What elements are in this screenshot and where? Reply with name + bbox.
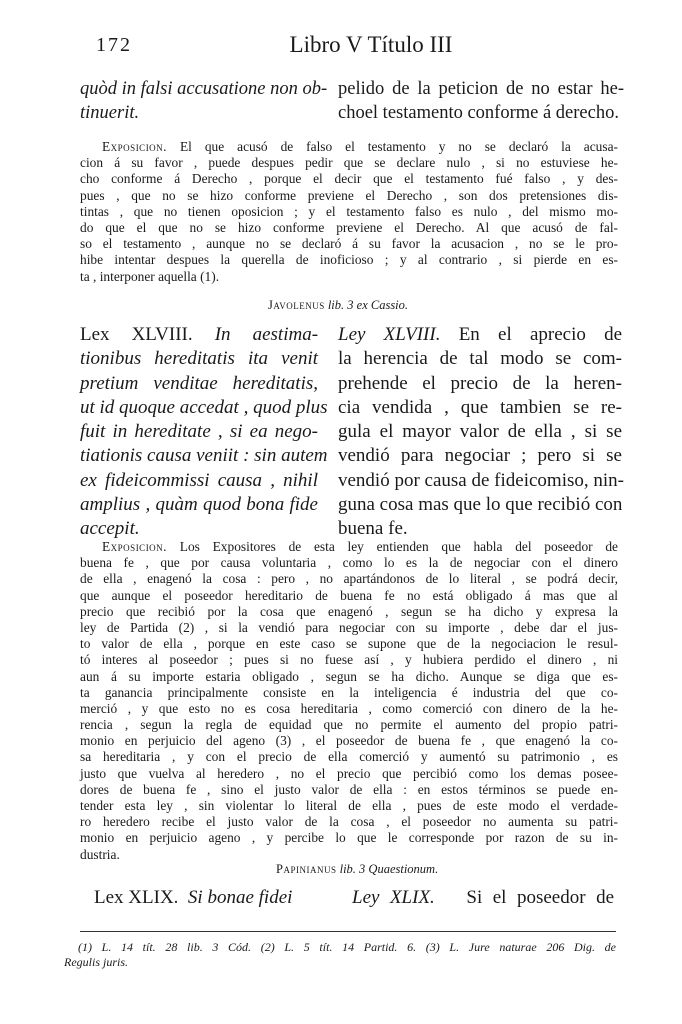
exposicion-line: que aunque el poseedor hereditario de buena fe no está obligado á mas que al xyxy=(80,587,618,603)
exposicion-line: ley de Partida (2) , si la vendió para negociar con su importe , debe dar el jus- xyxy=(80,619,618,635)
exposicion-line: do que el que no se hizo conforme previene el Derecho. Al que acusó de fal- xyxy=(80,219,618,235)
spanish-line: Ley XLIX. Si el poseedor de xyxy=(352,887,615,908)
exposicion-line: Exposicion. Los Expositores de esta ley entienden que habla del poseedor de xyxy=(102,539,618,554)
exposicion-line: precio que recibió por la cosa que enagenó , segun se ha dicho y expresa la xyxy=(80,603,618,619)
spanish-line: Ley XLVIII. En el aprecio de xyxy=(338,324,622,345)
attribution-source: lib. 3 Quaestionum. xyxy=(339,862,439,876)
attribution-papinianus xyxy=(276,862,438,877)
spanish-line: buena fe. xyxy=(338,518,408,540)
ley-48-spanish xyxy=(338,323,622,542)
exposicion-line: ta ganancia principalmente consiste en la inteligencia é industria del que co- xyxy=(80,684,618,700)
exposicion-line: dustria. xyxy=(80,846,120,862)
exposicion-line: de ella , enagenó la cosa : pero , no apartándonos de lo literal , se podrá decir, xyxy=(80,571,618,587)
exposicion-line: buena fe , que por causa voluntaria , como lo es la de negociar con el dinero xyxy=(80,555,618,571)
attribution-author: Javolenus xyxy=(268,298,325,312)
ley-label: Ley XLIX. xyxy=(352,887,435,908)
spanish-continuation xyxy=(338,77,624,126)
exposicion-line: justo que vuelva al heredero , no el precio que percibió como los demas posee- xyxy=(80,765,618,781)
exposicion-line: ta , interponer aquella (1). xyxy=(80,268,220,284)
running-title: Libro V Título III xyxy=(289,32,453,57)
exposicion-label: Exposicion. xyxy=(102,539,168,554)
exposicion-line: monio en perjuicio ageno , y percibe lo que le corresponde por razon de su in- xyxy=(80,830,618,846)
latin-line: fuit in hereditate , si ea nego- xyxy=(80,421,318,443)
exposicion-line: sa hereditaria , y con el precio de ella comerció y aumentó su patrimonio , es xyxy=(80,749,618,765)
page-header xyxy=(96,34,626,64)
attribution-source: lib. 3 ex Cassio. xyxy=(327,298,409,312)
latin-continuation xyxy=(80,77,328,126)
latin-line: tiationis causa veniit : sin autem xyxy=(80,445,328,467)
exposicion-line: cho conforme á Derecho , porque el decir que el testamento fué falso , y des- xyxy=(80,171,618,187)
spanish-line: cia vendida , que tambien se re- xyxy=(338,396,622,418)
latin-line: amplius , quàm quod bona fide xyxy=(80,494,318,516)
attribution-author: Papinianus xyxy=(276,862,337,876)
ley-label: Ley XLVIII. xyxy=(338,324,441,345)
lex-label: Lex XLVIII. xyxy=(80,324,193,345)
exposicion-line: to valor de ella , porque en este caso se supone que de la negociacion le resul- xyxy=(80,636,618,652)
exposicion-line: so el testamento , aunque no se declaró á su favor la acusacion , no se le pro- xyxy=(80,236,618,252)
latin-line: ex fideicommissi causa , nihil xyxy=(80,469,318,491)
footnotes xyxy=(64,940,616,970)
spanish-line: guna cosa mas que lo que recibió con xyxy=(338,494,623,516)
exposicion-line: dores de buena fe , sino el justo valor de ella : en estos términos se puede en- xyxy=(80,781,618,797)
ley-49-spanish xyxy=(352,886,614,910)
footnote-line: (1) L. 14 tít. 28 lib. 3 Cód. (2) L. 5 tít. 14 Partid. 6. (3) L. Jure naturae 206 Dig. de xyxy=(78,940,616,954)
latin-line: ut id quoque accedat , quod plus xyxy=(80,396,328,418)
lex-48-latin xyxy=(80,323,328,542)
exposicion-line: aun á su importe estaria obligado , segun se ha dicho. Aunque se diga que es- xyxy=(80,668,618,684)
exposicion-line: tó interes al poseedor ; pues si no fuese así , y hubiera perdido el dinero , ni xyxy=(80,652,618,668)
attribution-javolenus xyxy=(268,298,408,313)
latin-line: accepit. xyxy=(80,518,140,540)
exposicion-2 xyxy=(80,539,618,863)
spanish-line: choel testamento conforme á derecho. xyxy=(338,103,619,124)
latin-line: tionibus hereditatis ita venit xyxy=(80,348,318,370)
exposicion-line: cion á su favor , puede despues pedir que se declare nulo , si no estuviese he- xyxy=(80,155,618,171)
spanish-line: vendió para negociar ; pero si se xyxy=(338,445,622,467)
exposicion-line: Exposicion. El que acusó de falso el testamento y no se declaró la acusa- xyxy=(102,139,618,154)
lex-label: Lex XLIX. xyxy=(94,887,179,908)
exposicion-line: monio en perjuicio del ageno (3) , el poseedor de buena fe , que enagenó la co- xyxy=(80,733,618,749)
lex-49-latin xyxy=(94,886,326,910)
exposicion-line: merció , y que esto no es cosa hereditaria , como comerció con dinero de la he- xyxy=(80,700,618,716)
footnote-line: Regulis juris. xyxy=(64,955,129,969)
spanish-line: la herencia de tal modo se com- xyxy=(338,348,622,370)
latin-line: pretium venditae hereditatis, xyxy=(80,372,318,394)
spanish-line: prehende el precio de la heren- xyxy=(338,372,622,394)
exposicion-line: tender esta ley , sin violentar lo literal de ella , pues de este modo el verdade- xyxy=(80,798,618,813)
exposicion-line: tintas , que no tienen oposicion ; y el testamento falso es nulo , del mismo mo- xyxy=(80,203,618,219)
spanish-line: vendió por causa de fideicomiso, nin- xyxy=(338,469,624,491)
spanish-line: gula el mayor valor de ella , si se xyxy=(338,421,622,443)
spanish-line: pelido de la peticion de no estar he- xyxy=(338,79,624,99)
latin-line: Lex XLIX. Si bonae fidei xyxy=(94,887,293,908)
latin-line: tinuerit. xyxy=(80,103,140,124)
latin-line: Lex XLVIII. In aestima- xyxy=(80,324,319,345)
exposicion-line: pues , que no se hizo conforme previene el Derecho , son dos pretensiones dis- xyxy=(80,187,618,203)
page-number: 172 xyxy=(96,34,132,56)
exposicion-label: Exposicion. xyxy=(102,139,168,154)
exposicion-line: hibe intentar despues la querella de inoficioso ; y al contrario , si pierde en es- xyxy=(80,252,618,268)
exposicion-1 xyxy=(80,139,618,285)
footnote-divider xyxy=(80,931,616,932)
latin-line: quòd in falsi accusatione non ob- xyxy=(80,79,328,99)
exposicion-line: rencia , segun la regla de equidad que no permite el aumento del propio patri- xyxy=(80,717,618,733)
exposicion-line: ro heredero recibe el justo valor de la cosa , el poseedor no aumenta su patri- xyxy=(80,814,618,830)
